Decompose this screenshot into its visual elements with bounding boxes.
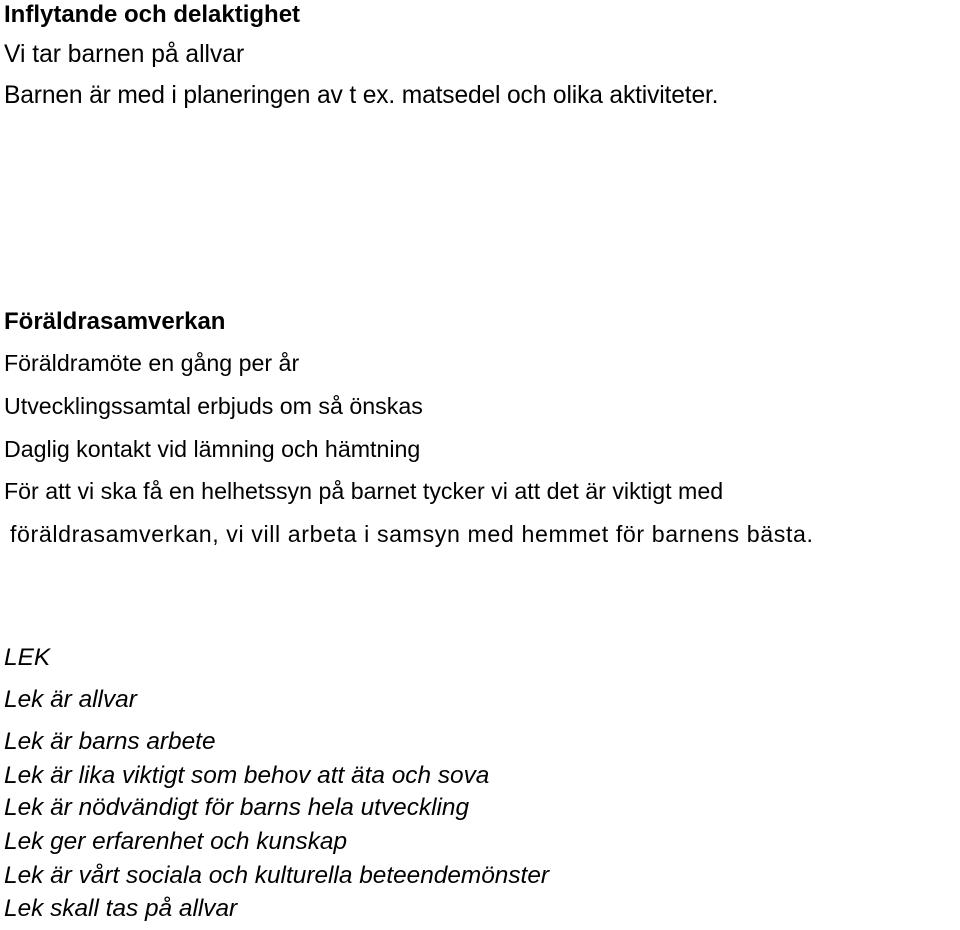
- play-line: Lek är lika viktigt som behov att äta och sova: [4, 762, 490, 789]
- parents-line: Daglig kontakt vid lämning och hämtning: [4, 436, 421, 462]
- play-line: Lek är allvar: [4, 686, 137, 713]
- parents-line: Föräldramöte en gång per år: [4, 350, 300, 376]
- section-heading-play: LEK: [4, 644, 51, 671]
- play-line: Lek är nödvändigt för barns hela utveckling: [4, 794, 470, 821]
- parents-line: föräldrasamverkan, vi vill arbeta i samsyn med hemmet för barnens bästa.: [10, 521, 814, 547]
- play-line: Lek är vårt sociala och kulturella beteendemönster: [4, 862, 550, 889]
- section-heading-parents: Föräldrasamverkan: [4, 308, 226, 335]
- parents-line: Utvecklingssamtal erbjuds om så önskas: [4, 393, 423, 419]
- influence-line: Vi tar barnen på allvar: [4, 41, 245, 68]
- parents-line: För att vi ska få en helhetssyn på barnet tycker vi att det är viktigt med: [4, 478, 724, 504]
- play-line: Lek är barns arbete: [4, 728, 216, 755]
- play-line: Lek skall tas på allvar: [4, 895, 238, 922]
- play-line: Lek ger erfarenhet och kunskap: [4, 828, 348, 855]
- section-heading-influence: Inflytande och delaktighet: [4, 1, 301, 28]
- influence-line: Barnen är med i planeringen av t ex. matsedel och olika aktiviteter.: [4, 82, 719, 109]
